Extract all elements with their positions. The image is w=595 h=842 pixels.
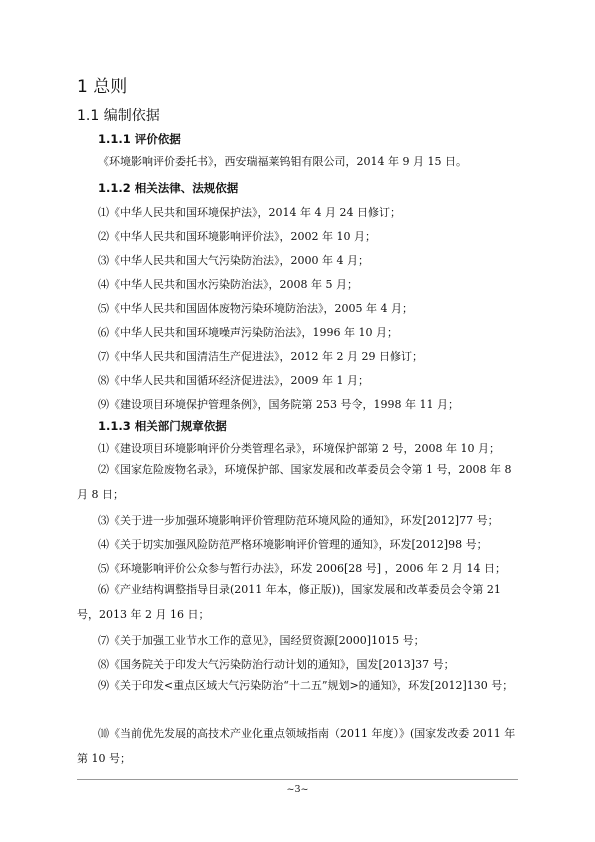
rule-item-4: ⑷《关于切实加强风险防范严格环境影响评价管理的通知》，环发[2012]98 号； [98, 538, 488, 551]
rule-item-2: ⑵《国家危险废物名录》，环境保护部、国家发展和改革委员会令第 1 号，2008 年 8 月 8 日； [77, 463, 512, 501]
rule-item-8: ⑻《国务院关于印发大气污染防治行动计划的通知》，国发[2013]37 号； [98, 658, 455, 671]
heading-1-1-1: 1.1.1 评价依据 [98, 132, 181, 146]
rule-item-10: ⑽《当前优先发展的高技术产业化重点领域指南（2011 年度）》(国家发改委 2011 年第 10 号； [77, 727, 516, 765]
paragraph-commission: 《环境影响评价委托书》，西安瑞福莱钨钼有限公司，2014 年 9 月 15 日。 [98, 155, 467, 168]
law-item-2: ⑵《中华人民共和国环境影响评价法》，2002 年 10 月； [98, 230, 376, 243]
law-item-1: ⑴《中华人民共和国环境保护法》，2014 年 4 月 24 日修订； [98, 206, 401, 219]
law-item-9: ⑼《建设项目环境保护管理条例》，国务院第 253 号令，1998 年 11 月； [98, 398, 459, 411]
law-item-4: ⑷《中华人民共和国水污染防治法》，2008 年 5 月； [98, 278, 358, 291]
law-item-8: ⑻《中华人民共和国循环经济促进法》，2009 年 1 月； [98, 374, 369, 387]
heading-1-1-3: 1.1.3 相关部门规章依据 [98, 419, 227, 433]
rule-item-7: ⑺《关于加强工业节水工作的意见》，国经贸资源[2000]1015 号； [98, 634, 425, 647]
law-item-5: ⑸《中华人民共和国固体废物污染环境防治法》，2005 年 4 月； [98, 302, 413, 315]
rule-item-5: ⑸《环境影响评价公众参与暂行办法》，环发 2006[28 号] ，2006 年 2 月 14 日； [98, 562, 507, 575]
heading-2: 1.1 编制依据 [77, 108, 160, 124]
page-number: ~3~ [286, 784, 309, 795]
law-item-6: ⑹《中华人民共和国环境噪声污染防治法》，1996 年 10 月； [98, 326, 398, 339]
rule-item-6: ⑹《产业结构调整指导目录(2011 年本，修正版))，国家发展和改革委员会令第 21 号，2013 年 2 月 16 日； [77, 583, 501, 621]
law-item-3: ⑶《中华人民共和国大气污染防治法》，2000 年 4 月； [98, 254, 369, 267]
law-item-7: ⑺《中华人民共和国清洁生产促进法》，2012 年 2 月 29 日修订； [98, 350, 423, 363]
rule-item-1: ⑴《建设项目环境影响评价分类管理名录》，环境保护部第 2 号，2008 年 10 月； [98, 442, 500, 455]
rule-item-9: ⑼《关于印发<重点区域大气污染防治“十二五”规划>的通知》，环发[2012]130 号； [98, 679, 514, 692]
heading-1-1-2: 1.1.2 相关法律、法规依据 [98, 181, 239, 195]
rule-item-3: ⑶《关于进一步加强环境影响评价管理防范环境风险的通知》，环发[2012]77 号； [98, 514, 499, 527]
heading-1: 1 总则 [77, 77, 128, 97]
footer-divider [77, 779, 518, 780]
